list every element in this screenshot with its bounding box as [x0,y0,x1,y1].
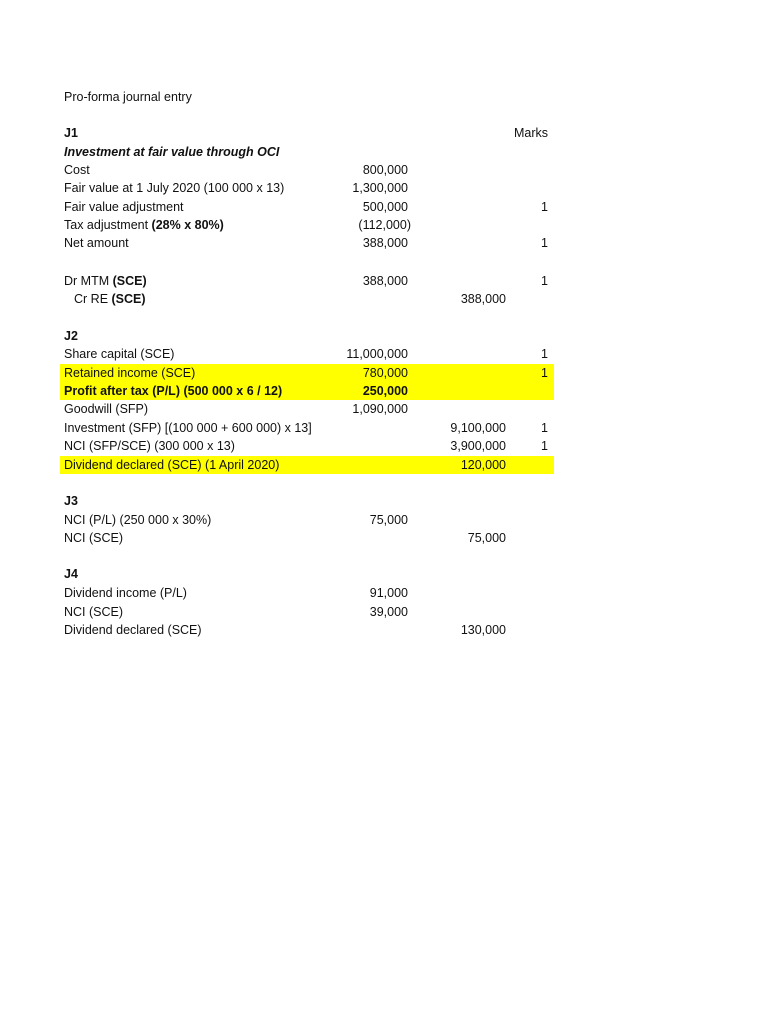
credit-amount: 388,000 [460,292,506,306]
mark-value: 1 [541,200,548,214]
row-label-bold: (SCE) [111,292,146,306]
j2-heading-row [60,327,554,345]
row-label: Fair value at 1 July 2020 (100 000 x 13) [64,181,285,195]
j4-row-dividend-declared [60,621,554,639]
debit-amount: 800,000 [362,163,408,177]
j3-heading: J3 [64,494,78,508]
j1-heading: J1 [64,126,78,140]
mark-value: 1 [541,439,548,453]
debit-amount: 11,000,000 [346,347,408,361]
row-label: Retained income (SCE) [64,366,196,380]
credit-amount: 130,000 [460,623,506,637]
row-label: NCI (SFP/SCE) (300 000 x 13) [64,439,235,453]
debit-amount: 1,090,000 [352,402,408,416]
row-label: NCI (SCE) [64,531,124,545]
j1-row-net-amount [60,234,554,252]
j2-row-goodwill [60,400,554,418]
j1-subheading-row [60,143,554,161]
row-label-text: Dr MTM [64,274,113,288]
row-label-text: Cr RE [74,292,112,306]
row-label: Investment (SFP) [(100 000 + 600 000) x 13] [64,421,312,435]
j4-row-nci-sce [60,603,554,621]
debit-amount: 388,000 [362,274,408,288]
row-label: Goodwill (SFP) [64,402,149,416]
j4-heading-row [60,565,554,583]
j3-row-nci-sce [60,529,554,547]
row-label: Share capital (SCE) [64,347,175,361]
debit-amount: 388,000 [362,236,408,250]
j1-row-fv-adjustment [60,198,554,216]
j2-row-nci [60,437,554,455]
row-label-bold: (SCE) [112,274,147,288]
debit-amount: 500,000 [362,200,408,214]
j2-heading: J2 [64,329,78,343]
j1-heading-row [60,124,554,142]
j2-row-dividend-declared [60,456,554,474]
title-row [60,88,554,106]
row-label: NCI (SCE) [64,605,124,619]
credit-amount: 3,900,000 [450,439,506,453]
row-label: Net amount [64,236,129,250]
j1-row-tax-adjustment [60,216,554,234]
j1-row-cost [60,161,554,179]
row-label-text: Tax adjustment [64,218,152,232]
j1-row-fair-value [60,179,554,197]
j4-row-dividend-income [60,584,554,602]
row-label [64,216,224,234]
row-label: NCI (P/L) (250 000 x 30%) [64,513,212,527]
mark-value: 1 [541,347,548,361]
j3-row-nci-pl [60,511,554,529]
j3-heading-row [60,492,554,510]
row-label: Cost [64,163,90,177]
j2-row-investment [60,419,554,437]
debit-amount: 39,000 [369,605,408,619]
j4-heading: J4 [64,567,78,581]
row-label [64,272,147,290]
credit-amount: 9,100,000 [450,421,506,435]
j1-subheading: Investment at fair value through OCI [64,145,280,159]
debit-amount: 75,000 [369,513,408,527]
mark-value: 1 [541,421,548,435]
mark-value: 1 [541,274,548,288]
j2-row-retained-income [60,364,554,382]
credit-amount: 75,000 [467,531,506,545]
page-title: Pro-forma journal entry [64,90,192,104]
row-label: Fair value adjustment [64,200,184,214]
credit-amount: 120,000 [460,458,506,472]
row-label: Dividend income (P/L) [64,586,187,600]
mark-value: 1 [541,236,548,250]
row-label: Dividend declared (SCE) (1 April 2020) [64,458,280,472]
marks-header: Marks [513,126,548,140]
row-label-bold: (28% x 80%) [151,218,224,232]
row-label [74,290,146,308]
debit-amount: (112,000) [358,218,411,232]
debit-amount: 1,300,000 [352,181,408,195]
row-label: Profit after tax (P/L) (500 000 x 6 / 12) [64,384,283,398]
row-label: Dividend declared (SCE) [64,623,202,637]
j2-row-share-capital [60,345,554,363]
j2-row-profit-after-tax [60,382,554,400]
j1-entry-debit [60,272,554,290]
debit-amount: 780,000 [362,366,408,380]
j1-entry-credit [60,290,554,308]
debit-amount: 91,000 [369,586,408,600]
debit-amount: 250,000 [362,384,408,398]
mark-value: 1 [541,366,548,380]
